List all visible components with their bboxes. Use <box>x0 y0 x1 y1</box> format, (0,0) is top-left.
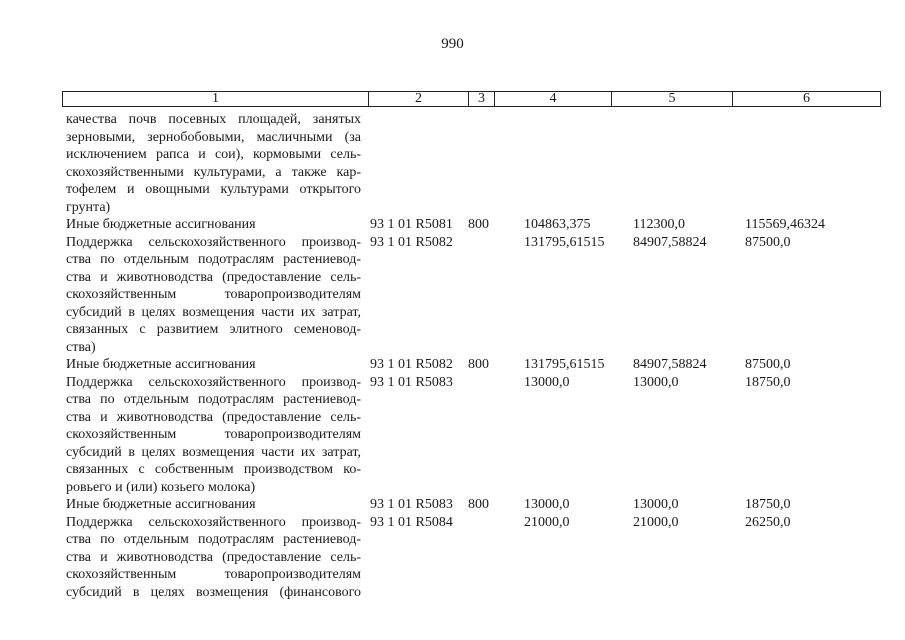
table-row <box>0 374 905 497</box>
description-line: качества почв посевных площадей, занятых <box>66 112 361 127</box>
row-type: 800 <box>468 357 489 372</box>
row-code: 93 1 01 R5083 <box>370 497 453 512</box>
row-description <box>66 111 361 216</box>
row-value-5: 21000,0 <box>633 514 679 530</box>
table-row <box>0 111 905 216</box>
description-line: ства) <box>66 339 96 355</box>
table-row <box>0 496 905 514</box>
description-line: тофелем и овощными культурами открытого <box>66 182 361 197</box>
header-col-6: 6 <box>732 92 880 106</box>
description-line: ства и животноводства (предоставление сель- <box>66 549 361 565</box>
description-line: исключением рапса и сои), кормовыми сель- <box>66 147 361 162</box>
row-description <box>66 216 361 234</box>
row-value-5: 84907,58824 <box>633 234 707 250</box>
row-value-6: 18750,0 <box>745 374 791 390</box>
header-col-5: 5 <box>611 92 732 106</box>
table-row <box>0 216 905 234</box>
description-line: ства по отдельным подотраслям растениевод- <box>66 532 361 547</box>
table-row <box>0 234 905 357</box>
row-value-5: 84907,58824 <box>633 357 707 372</box>
row-description <box>66 356 361 374</box>
header-col-2: 2 <box>368 92 468 106</box>
description-line: ства и животноводства (предоставление сель- <box>66 269 361 285</box>
table-row <box>0 514 905 602</box>
description-line: ства по отдельным подотраслям растениевод- <box>66 252 361 267</box>
description-line: Поддержка сельскохозяйственного производ- <box>66 514 361 530</box>
row-description <box>66 374 361 497</box>
row-value-6: 26250,0 <box>745 514 791 530</box>
description-line: ровьего и (или) козьего молока) <box>66 479 256 495</box>
description-line: субсидий в целях возмещения части их затрат, <box>66 304 361 320</box>
row-code: 93 1 01 R5081 <box>370 217 453 232</box>
description-line: Поддержка сельскохозяйственного производ- <box>66 374 361 390</box>
row-value-5: 112300,0 <box>633 217 685 232</box>
description-line: ства и животноводства (предоставление сель- <box>66 409 361 425</box>
row-value-5: 13000,0 <box>633 497 679 512</box>
header-col-3: 3 <box>468 92 494 106</box>
description-line: субсидий в целях возмещения (финансового <box>66 584 361 600</box>
row-value-6: 115569,46324 <box>745 217 825 232</box>
description-line: Поддержка сельскохозяйственного производ- <box>66 234 361 250</box>
row-value-5: 13000,0 <box>633 374 679 390</box>
row-value-6: 87500,0 <box>745 234 791 250</box>
table-row <box>0 356 905 374</box>
description-line: грунта) <box>66 199 111 215</box>
row-value-4: 13000,0 <box>524 374 570 390</box>
row-value-6: 87500,0 <box>745 357 791 372</box>
row-code: 93 1 01 R5082 <box>370 234 453 250</box>
row-description <box>66 234 361 357</box>
table-body <box>0 111 905 601</box>
description-line: скохозяйственными культурами, а также кар- <box>66 164 361 180</box>
row-value-4: 13000,0 <box>524 497 570 512</box>
description-line: скохозяйственным товаропроизводителям <box>66 287 361 302</box>
row-value-4: 131795,61515 <box>524 234 605 250</box>
description-line: Иные бюджетные ассигнования <box>66 357 256 372</box>
header-col-4: 4 <box>494 92 611 106</box>
row-description <box>66 514 361 602</box>
description-line: скохозяйственным товаропроизводителям <box>66 567 361 582</box>
row-code: 93 1 01 R5084 <box>370 514 453 530</box>
row-value-4: 104863,375 <box>524 217 591 232</box>
row-description <box>66 496 361 514</box>
description-line: Иные бюджетные ассигнования <box>66 217 256 232</box>
row-type: 800 <box>468 497 489 512</box>
row-code: 93 1 01 R5082 <box>370 357 453 372</box>
description-line: скохозяйственным товаропроизводителям <box>66 427 361 442</box>
row-type: 800 <box>468 217 489 232</box>
row-value-4: 21000,0 <box>524 514 570 530</box>
description-line: зерновыми, зернобобовыми, масличными (за <box>66 129 361 145</box>
description-line: Иные бюджетные ассигнования <box>66 497 256 512</box>
description-line: субсидий в целях возмещения части их затрат, <box>66 444 361 460</box>
description-line: связанных с собственным производством ко- <box>66 462 361 477</box>
row-code: 93 1 01 R5083 <box>370 374 453 390</box>
row-value-6: 18750,0 <box>745 497 791 512</box>
table-header <box>62 91 881 107</box>
description-line: связанных с развитием элитного семеновод- <box>66 322 361 337</box>
description-line: ства по отдельным подотраслям растениевод- <box>66 392 361 407</box>
header-col-1: 1 <box>212 91 219 106</box>
page-number: 990 <box>441 36 464 52</box>
row-value-4: 131795,61515 <box>524 357 605 372</box>
